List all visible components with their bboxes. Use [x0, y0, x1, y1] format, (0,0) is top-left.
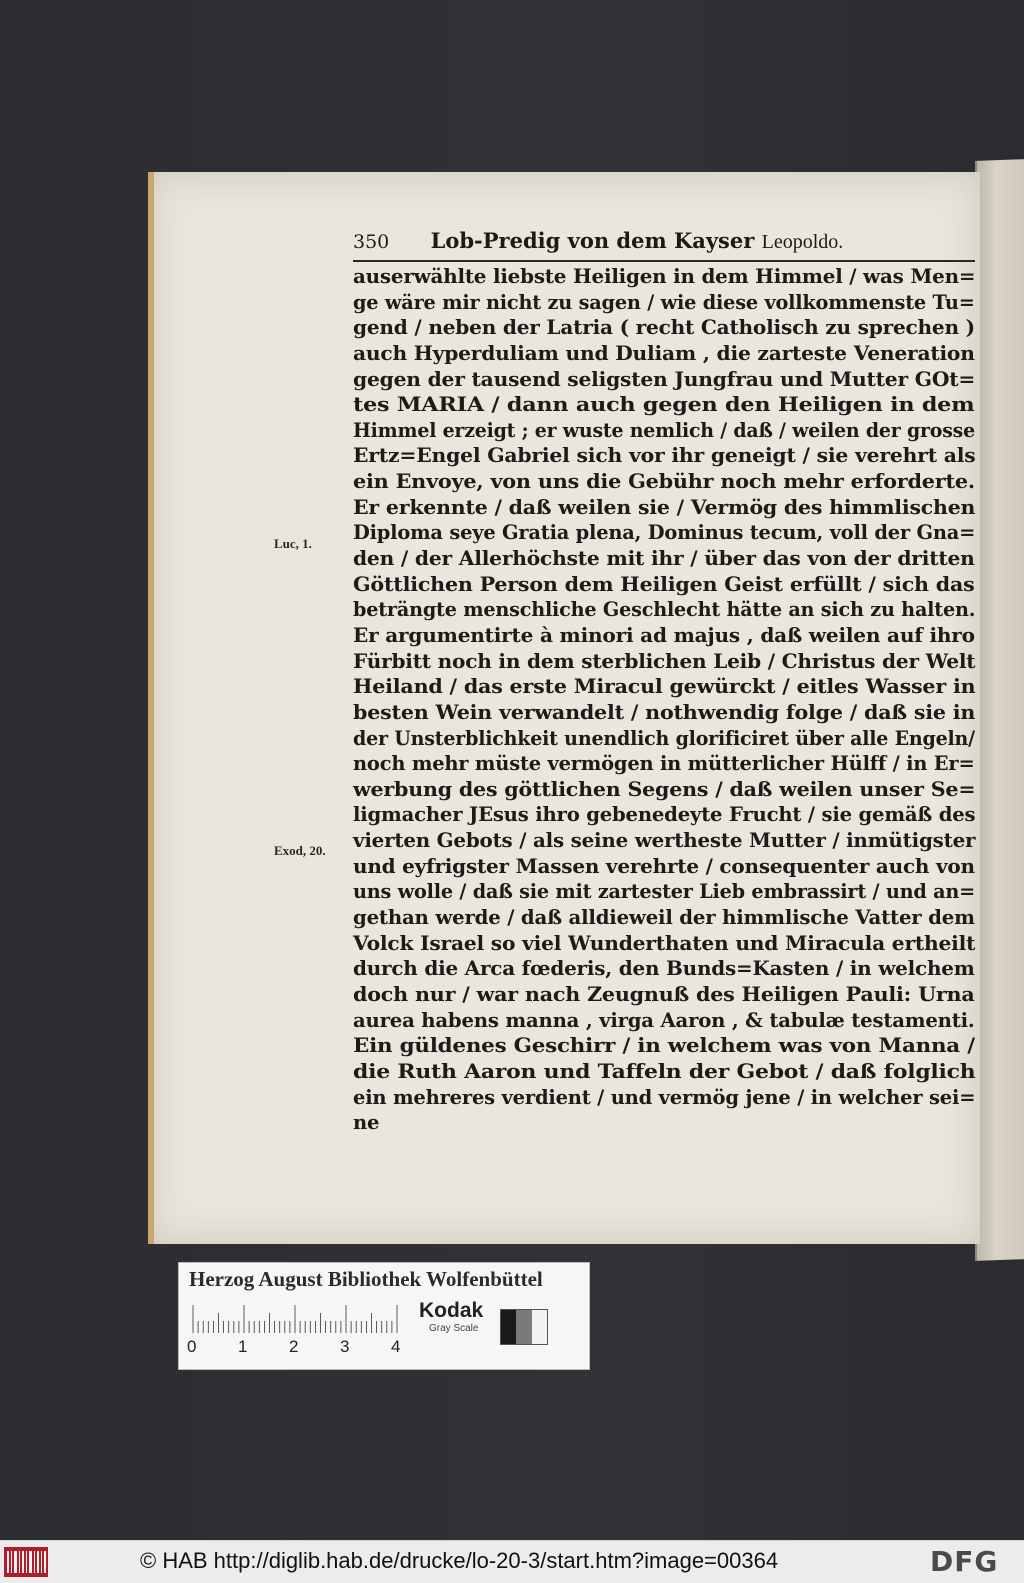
ruler-numbers: [187, 1337, 417, 1359]
head-rule: [353, 260, 975, 262]
text-line: Göttlichen Person dem Heiligen Geist erfüllt / sich das: [353, 572, 975, 596]
gray-swatch: [501, 1310, 516, 1344]
text-line: ne: [353, 1111, 380, 1135]
text-line: tes MARIA / dann auch gegen den Heiligen in dem: [353, 393, 975, 417]
kodak-logo: Kodak: [419, 1299, 484, 1322]
gray-swatch: [532, 1310, 547, 1344]
gray-swatches: [500, 1309, 548, 1345]
text-line: Er argumentirte à minori ad majus , daß weilen auf ihro: [353, 623, 975, 647]
text-line: uns wolle / daß sie mit zartester Lieb embrassirt / und an=: [353, 880, 976, 904]
text-line: beträngte menschliche Geschlecht hätte an sich zu halten.: [353, 598, 976, 622]
text-line: gegen der tausend seligsten Jungfrau und Mutter GOt=: [353, 367, 976, 391]
text-line: ein Envoye, von uns die Gebühr noch mehr erforderte.: [353, 470, 975, 494]
gray-scale-label: Gray Scale: [429, 1323, 479, 1334]
gray-swatch: [516, 1310, 531, 1344]
text-line: Ein güldenes Geschirr / in welchem was von Manna /: [353, 1034, 975, 1058]
ruler-number: 0: [187, 1337, 197, 1356]
text-line: ein mehreres verdient / und vermög jene / in welcher sei=: [353, 1085, 976, 1109]
book-page: [148, 172, 980, 1244]
running-head: [353, 228, 973, 258]
page-number: 350: [353, 231, 390, 253]
running-head-latin: Leopoldo.: [761, 231, 844, 253]
barcode-icon: [4, 1547, 48, 1577]
text-line: Er erkennte / daß weilen sie / Vermög des himmlischen: [353, 495, 976, 519]
text-line: ge wäre mir nicht zu sagen / wie diese vollkommenste Tu=: [353, 290, 975, 314]
ruler-number: 2: [289, 1337, 299, 1356]
text-line: vierten Gebots / als seine wertheste Mutter / inmütigster: [353, 829, 976, 853]
text-line: Himmel erzeigt ; er wuste nemlich / daß / weilen der grosse: [353, 418, 975, 442]
footer-bar: [0, 1540, 1024, 1583]
copyright-link[interactable]: © HAB http://diglib.hab.de/drucke/lo-20-3/start.htm?image=00364: [140, 1548, 779, 1573]
body-text: [353, 264, 983, 1136]
text-line: auserwählte liebste Heiligen in dem Himmel / was Men=: [353, 265, 976, 288]
text-line: Heiland / das erste Miracul gewürckt / eitles Wasser in: [353, 675, 976, 699]
ruler-number: 3: [340, 1337, 350, 1356]
running-head-title: Lob-Predig von dem Kayser: [430, 228, 755, 253]
dfg-logo: DFG: [930, 1545, 999, 1578]
text-line: Diploma seye Gratia plena, Dominus tecum, voll der Gna=: [353, 521, 976, 545]
text-line: besten Wein verwandelt / nothwendig folge / daß sie in: [353, 700, 976, 724]
text-line: noch mehr müste vermögen in mütterlicher Hülff / in Er=: [353, 752, 975, 776]
text-line: den / der Allerhöchste mit ihr / über das von der dritten: [353, 547, 975, 571]
text-line: durch die Arca fœderis, den Bunds=Kasten / in welchem: [353, 957, 975, 981]
scale-ruler: [191, 1303, 405, 1333]
card-title: Herzog August Bibliothek Wolfenbüttel: [189, 1267, 543, 1291]
ruler-number: 4: [391, 1337, 401, 1356]
text-line: Ertz=Engel Gabriel sich vor ihr geneigt / sie verehrt als: [353, 444, 976, 468]
text-line: gend / neben der Latria ( recht Catholisch zu sprechen ): [353, 316, 975, 340]
color-card: [178, 1262, 590, 1370]
text-line: Fürbitt noch in dem sterblichen Leib / Christus der Welt: [353, 649, 976, 673]
margin-note-luc: Luc, 1.: [274, 536, 312, 551]
text-line: der Unsterblichkeit unendlich glorificiret über alle Engeln/: [353, 726, 975, 750]
text-line: aurea habens manna , virga Aaron , & tabulæ testamenti.: [353, 1008, 975, 1032]
text-line: ligmacher JEsus ihro gebenedeyte Frucht / sie gemäß des: [353, 803, 976, 827]
text-line: werbung des göttlichen Segens / daß weilen unser Se=: [353, 777, 976, 801]
text-line: Volck Israel so viel Wunderthaten und Miracula ertheilt: [353, 931, 976, 955]
ruler-number: 1: [238, 1337, 248, 1356]
text-line: doch nur / war nach Zeugnuß des Heiligen Pauli: Urna: [353, 982, 975, 1006]
text-line: und eyfrigster Massen verehrte / consequenter auch von: [353, 854, 975, 878]
margin-note-exod: Exod, 20.: [274, 843, 326, 858]
text-line: die Ruth Aaron und Taffeln der Gebot / daß folglich: [353, 1059, 976, 1083]
text-line: gethan werde / daß alldieweil der himmlische Vatter dem: [353, 906, 975, 930]
text-line: auch Hyperduliam und Duliam , die zarteste Veneration: [353, 341, 975, 365]
